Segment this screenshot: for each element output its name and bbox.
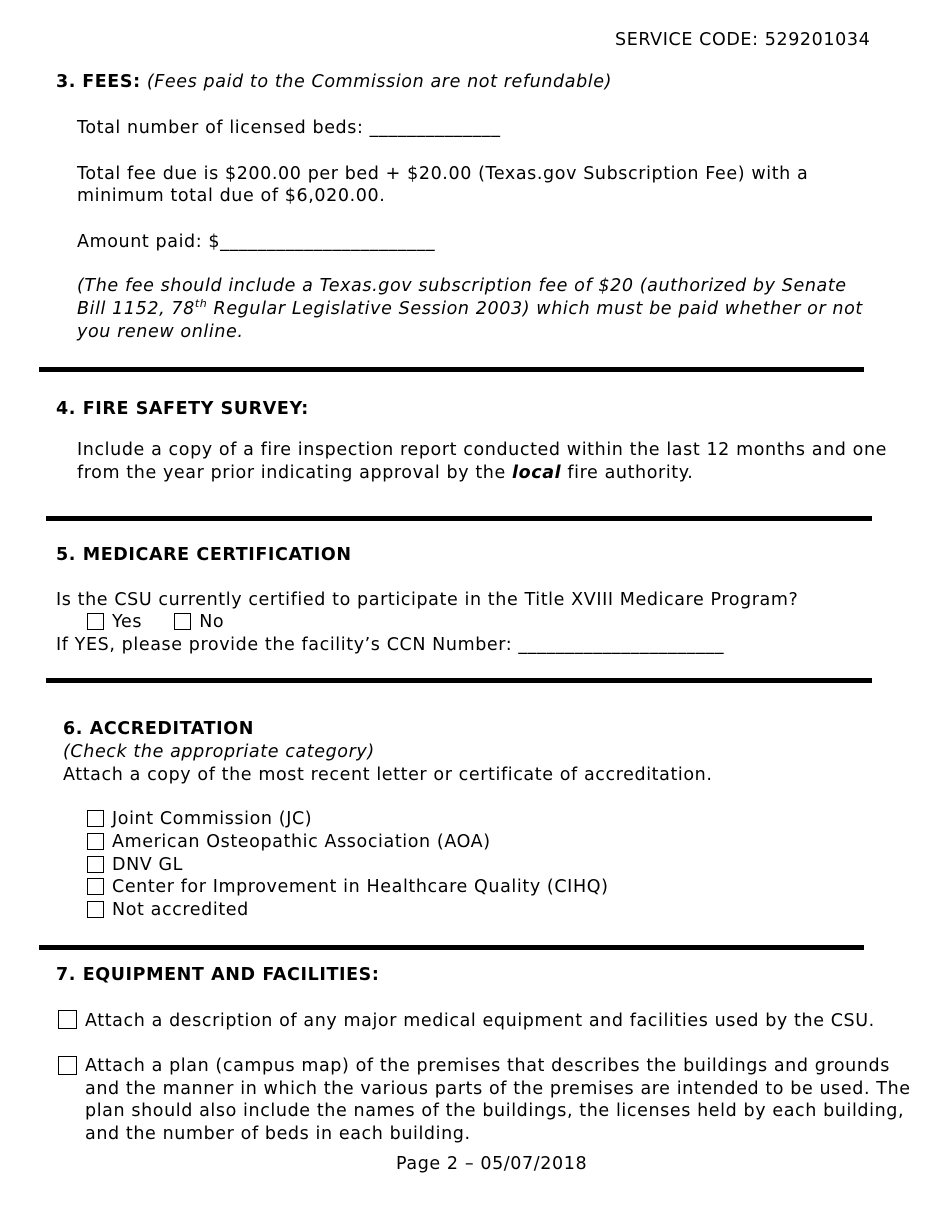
campus-plan-checkbox[interactable] bbox=[58, 1056, 77, 1075]
jc-checkbox[interactable] bbox=[87, 810, 104, 827]
section-divider bbox=[46, 516, 872, 521]
fees-number: 3. bbox=[56, 72, 77, 92]
fire-safety-line-1: Include a copy of a fire inspection report conducted within the last 12 months and one bbox=[77, 440, 888, 460]
yes-label: Yes bbox=[112, 612, 143, 632]
equipment-item-1-text: Attach a description of any major medical equipment and facilities used by the CSU. bbox=[85, 1011, 875, 1031]
medicare-title: 5. MEDICARE CERTIFICATION bbox=[56, 545, 352, 565]
campus-plan-line-2: and the manner in which the various parts of the premises are intended to be used. The bbox=[85, 1079, 911, 1099]
service-code: SERVICE CODE: 529201034 bbox=[615, 30, 871, 50]
yes-checkbox[interactable] bbox=[87, 613, 104, 630]
campus-plan-line-4: and the number of beds in each building. bbox=[85, 1124, 471, 1144]
accreditation-option bbox=[87, 808, 312, 830]
licensed-beds-line: Total number of licensed beds: ______________ bbox=[77, 118, 501, 138]
accreditation-option-label: Center for Improvement in Healthcare Quality (CIHQ) bbox=[112, 877, 609, 897]
accreditation-option-label: Not accredited bbox=[112, 900, 249, 920]
medicare-question: Is the CSU currently certified to participate in the Title XVIII Medicare Program? bbox=[56, 590, 799, 610]
fee-note-superscript: th bbox=[194, 297, 208, 311]
campus-plan-line-3: plan should also include the names of the buildings, the licenses held by each building, bbox=[85, 1101, 905, 1121]
fire-safety-line-2-pre: from the year prior indicating approval by the bbox=[77, 463, 513, 483]
aoa-checkbox[interactable] bbox=[87, 833, 104, 850]
accreditation-instruction: Attach a copy of the most recent letter or certificate of accreditation. bbox=[63, 765, 713, 785]
accreditation-title: 6. ACCREDITATION bbox=[63, 719, 254, 739]
not-accredited-checkbox[interactable] bbox=[87, 901, 104, 918]
fee-note-line-2 bbox=[77, 298, 863, 320]
no-label: No bbox=[199, 612, 225, 632]
section-divider bbox=[39, 367, 864, 372]
equipment-checkbox[interactable] bbox=[58, 1010, 77, 1029]
ccn-number-line: If YES, please provide the facility’s CCN Number: ______________________ bbox=[56, 635, 725, 655]
accreditation-option-label: DNV GL bbox=[112, 855, 184, 875]
fee-note-line-2-post: Regular Legislative Session 2003) which must be paid whether or not bbox=[207, 299, 863, 319]
equipment-title: 7. EQUIPMENT AND FACILITIES: bbox=[56, 965, 380, 985]
accreditation-subtitle: (Check the appropriate category) bbox=[63, 742, 375, 762]
accreditation-option bbox=[87, 854, 183, 876]
fire-safety-line-2 bbox=[77, 462, 693, 484]
accreditation-option bbox=[87, 831, 491, 853]
cihq-checkbox[interactable] bbox=[87, 878, 104, 895]
fee-note-line-3: you renew online. bbox=[77, 322, 244, 342]
section-divider bbox=[46, 678, 872, 683]
fire-safety-local: local bbox=[512, 463, 562, 483]
amount-paid-line: Amount paid: $_______________________ bbox=[77, 232, 436, 252]
fees-subtitle: (Fees paid to the Commission are not refundable) bbox=[146, 72, 613, 92]
campus-plan-line-1: Attach a plan (campus map) of the premises that describes the buildings and grounds bbox=[85, 1056, 890, 1076]
equipment-item-1 bbox=[58, 1010, 875, 1032]
accreditation-option-label: Joint Commission (JC) bbox=[112, 809, 313, 829]
section-divider bbox=[39, 945, 864, 950]
fire-safety-line-2-post: fire authority. bbox=[561, 463, 694, 483]
fee-note-line-2-pre: Bill 1152, 78 bbox=[77, 299, 195, 319]
fire-safety-title: 4. FIRE SAFETY SURVEY: bbox=[56, 399, 309, 419]
medicare-options bbox=[87, 611, 224, 633]
fee-note-line-1: (The fee should include a Texas.gov subscription fee of $20 (authorized by Senate bbox=[77, 276, 847, 296]
accreditation-option bbox=[87, 876, 609, 898]
page-footer: Page 2 – 05/07/2018 bbox=[396, 1154, 588, 1174]
accreditation-option bbox=[87, 899, 249, 921]
fees-heading bbox=[56, 71, 612, 93]
total-fee-line-2: minimum total due of $6,020.00. bbox=[77, 186, 386, 206]
dnv-checkbox[interactable] bbox=[87, 856, 104, 873]
fees-title: FEES: bbox=[82, 72, 141, 92]
no-checkbox[interactable] bbox=[174, 613, 191, 630]
accreditation-option-label: American Osteopathic Association (AOA) bbox=[112, 832, 491, 852]
total-fee-line-1: Total fee due is $200.00 per bed + $20.00 (Texas.gov Subscription Fee) with a bbox=[77, 164, 809, 184]
